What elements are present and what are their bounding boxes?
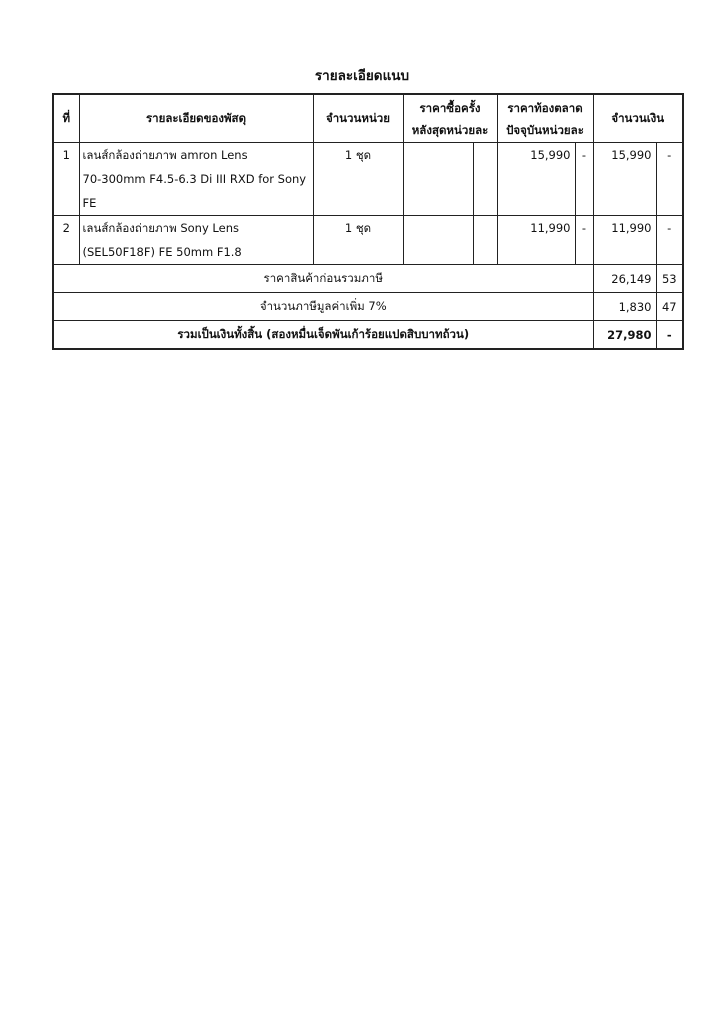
- subtotal-satang: 53: [656, 265, 683, 293]
- row-description-line: 70-300mm F4.5-6.3 Di III RXD for Sony: [82, 172, 307, 186]
- row-description-line: (SEL50F18F) FE 50mm F1.8: [82, 245, 242, 259]
- row-last-price-sub: [473, 216, 497, 265]
- row-market-price-sub: -: [575, 216, 593, 265]
- row-last-price: [403, 143, 473, 216]
- table-row: [53, 216, 683, 265]
- header-last-price-line1: ราคาซื้อครั้ง: [419, 100, 481, 115]
- row-market-price-sub: -: [575, 143, 593, 216]
- row-amount: 15,990: [593, 143, 656, 216]
- row-description-line: เลนส์กล้องถ่ายภาพ Sony Lens: [82, 221, 239, 235]
- row-amount: 11,990: [593, 216, 656, 265]
- items-table: [52, 93, 684, 350]
- row-quantity: 1 ชุด: [313, 216, 403, 265]
- row-description: [79, 216, 313, 265]
- subtotal-amount: 26,149: [593, 265, 656, 293]
- row-amount-sub: -: [656, 216, 683, 265]
- row-no: 2: [53, 216, 79, 265]
- vat-satang: 47: [656, 293, 683, 321]
- row-no: 1: [53, 143, 79, 216]
- header-market-price: [497, 94, 593, 143]
- row-description-line: เลนส์กล้องถ่ายภาพ amron Lens: [82, 148, 248, 162]
- total-amount: 27,980: [593, 321, 656, 350]
- total-satang: -: [656, 321, 683, 350]
- vat-row: [53, 293, 683, 321]
- row-description-line: FE: [82, 196, 97, 210]
- header-description: รายละเอียดของพัสดุ: [79, 94, 313, 143]
- header-row: [53, 94, 683, 143]
- total-label: รวมเป็นเงินทั้งสิ้น (สองหมื่นเจ็ดพันเก้าร้อยแปดสิบบาทถ้วน): [53, 321, 593, 350]
- row-last-price-sub: [473, 143, 497, 216]
- row-amount-sub: -: [656, 143, 683, 216]
- subtotal-row: [53, 265, 683, 293]
- header-last-price-line2: หลังสุดหน่วยละ: [411, 122, 489, 137]
- header-amount: จำนวนเงิน: [593, 94, 683, 143]
- header-market-price-line1: ราคาท้องตลาด: [507, 100, 583, 115]
- header-market-price-line2: ปัจจุบันหน่วยละ: [506, 122, 584, 137]
- row-quantity: 1 ชุด: [313, 143, 403, 216]
- table-row: [53, 143, 683, 216]
- vat-amount: 1,830: [593, 293, 656, 321]
- row-last-price: [403, 216, 473, 265]
- row-description: [79, 143, 313, 216]
- row-market-price: 11,990: [497, 216, 575, 265]
- header-last-price: [403, 94, 497, 143]
- total-row: [53, 321, 683, 350]
- header-quantity: จำนวนหน่วย: [313, 94, 403, 143]
- header-no: ที่: [53, 94, 79, 143]
- row-market-price: 15,990: [497, 143, 575, 216]
- subtotal-label: ราคาสินค้าก่อนรวมภาษี: [53, 265, 593, 293]
- vat-label: จำนวนภาษีมูลค่าเพิ่ม 7%: [53, 293, 593, 321]
- document-title: รายละเอียดแนบ: [314, 68, 410, 84]
